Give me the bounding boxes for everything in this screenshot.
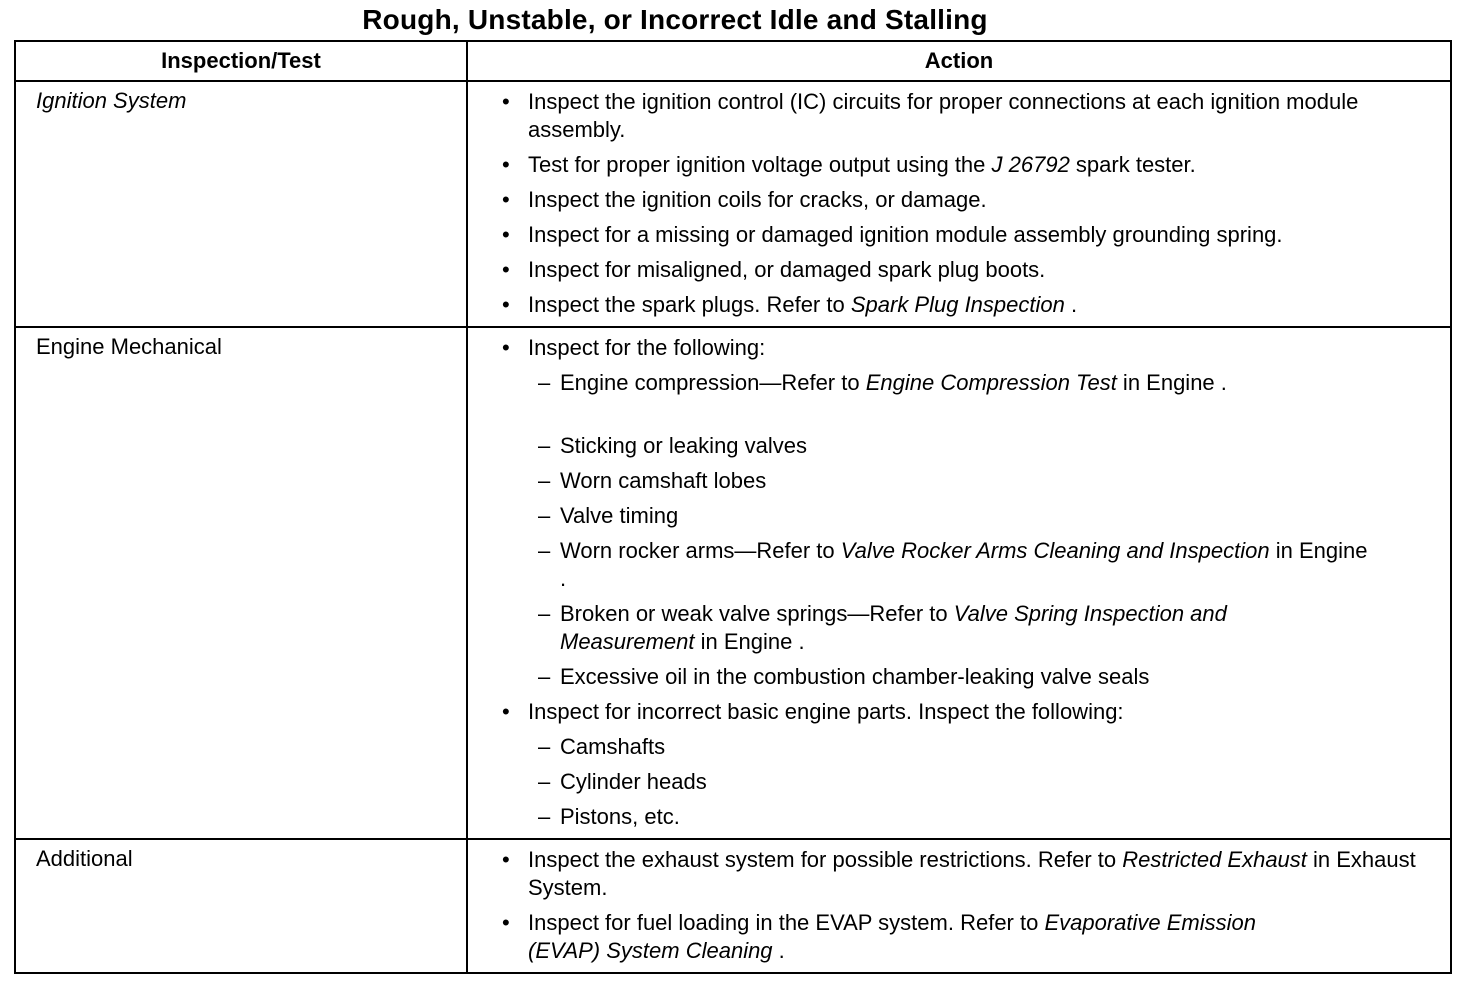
action-list-ignition	[468, 82, 1450, 319]
action-item: • Inspect for fuel loading in the EVAP system. Refer to Evaporative Emission (EVAP) System Cleaning .	[500, 909, 1430, 965]
action-list-additional	[468, 840, 1450, 965]
sub-item: – Worn rocker arms—Refer to Valve Rocker Arms Cleaning and Inspection in Engine .	[500, 537, 1430, 593]
sub-item: – Camshafts	[500, 733, 1430, 761]
sub-item: – Sticking or leaking valves	[500, 432, 1430, 460]
header-action: Action	[467, 41, 1451, 81]
reference-link: Engine Compression Test	[865, 370, 1117, 395]
page-title: Rough, Unstable, or Incorrect Idle and Stalling	[362, 4, 988, 35]
sub-item: – Worn camshaft lobes	[500, 467, 1430, 495]
reference-link: Valve Rocker Arms Cleaning and Inspection	[840, 538, 1270, 563]
reference-link: J 26792	[991, 152, 1070, 177]
sub-item: – Engine compression—Refer to Engine Compression Test in Engine .	[500, 369, 1430, 397]
action-item: • Inspect for the following:	[500, 334, 1430, 362]
reference-link: Spark Plug Inspection	[850, 292, 1065, 317]
sub-item: – Excessive oil in the combustion chamber-leaking valve seals	[500, 663, 1430, 691]
table-row-ignition	[15, 81, 1451, 327]
reference-link: Restricted Exhaust	[1122, 847, 1307, 872]
header-inspection-test: Inspection/Test	[15, 41, 467, 81]
reference-link: Valve Spring Inspection and Measurement	[560, 601, 1227, 654]
action-item: • Inspect the ignition coils for cracks, or damage.	[500, 186, 1430, 214]
action-item: • Inspect the spark plugs. Refer to Spark Plug Inspection .	[500, 291, 1430, 319]
header-row	[15, 41, 1451, 81]
diagnostic-table	[14, 40, 1452, 974]
row-label-additional: Additional	[36, 846, 133, 871]
sub-item: – Pistons, etc.	[500, 803, 1430, 831]
action-item: • Inspect for incorrect basic engine parts. Inspect the following:	[500, 698, 1430, 726]
action-item: • Inspect the ignition control (IC) circuits for proper connections at each ignition module assembly.	[500, 88, 1430, 144]
sub-item: – Cylinder heads	[500, 768, 1430, 796]
sub-item: – Broken or weak valve springs—Refer to Valve Spring Inspection and Measurement in Engine .	[500, 600, 1430, 656]
table-row-engine-mechanical	[15, 327, 1451, 839]
row-label-engine-mechanical: Engine Mechanical	[36, 334, 222, 359]
reference-link: Evaporative Emission (EVAP) System Cleaning	[528, 910, 1256, 963]
action-item: • Test for proper ignition voltage output using the J 26792 spark tester.	[500, 151, 1430, 179]
action-item: • Inspect for misaligned, or damaged spark plug boots.	[500, 256, 1430, 284]
sub-item: – Valve timing	[500, 502, 1430, 530]
action-item: • Inspect the exhaust system for possible restrictions. Refer to Restricted Exhaust in Exhaust System.	[500, 846, 1430, 902]
action-item: • Inspect for a missing or damaged ignition module assembly grounding spring.	[500, 221, 1430, 249]
table-row-additional	[15, 839, 1451, 973]
action-list-engine	[468, 328, 1450, 831]
row-label-ignition-system: Ignition System	[36, 88, 187, 113]
